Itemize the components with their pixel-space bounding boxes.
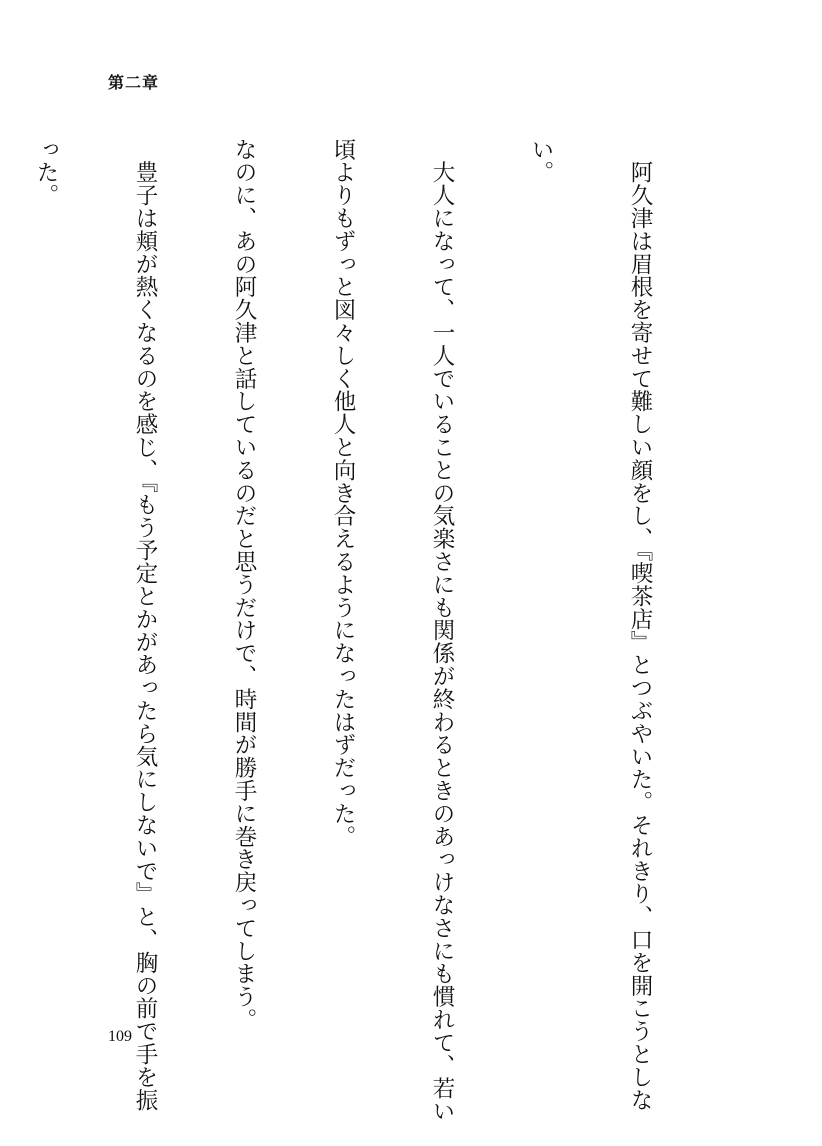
text-line: い。 bbox=[528, 138, 554, 184]
text-line: 豊子は頬が熱くなるのを感じ、『もう予定とかがあったら気にしないで』と、胸の前で手を振 bbox=[132, 138, 158, 1112]
text-line: 頃よりもずっと図々しく他人と向き合えるようになったはずだった。 bbox=[330, 138, 356, 848]
text-line: った。 bbox=[33, 138, 59, 207]
page-number: 109 bbox=[108, 1028, 132, 1045]
chapter-header: 第二章 bbox=[108, 73, 160, 92]
text-line: 大人になって、一人でいることの気楽さにも関係が終わるときのあっけなさにも慣れて、若い bbox=[429, 138, 455, 1123]
text-line: なのに、あの阿久津と話しているのだと思うだけで、時間が勝手に巻き戻ってしまう。 bbox=[231, 138, 257, 1032]
text-line: 阿久津は眉根を寄せて難しい顔をし、『喫茶店』とつぶやいた。それきり、口を開こうとしな bbox=[627, 138, 653, 1112]
